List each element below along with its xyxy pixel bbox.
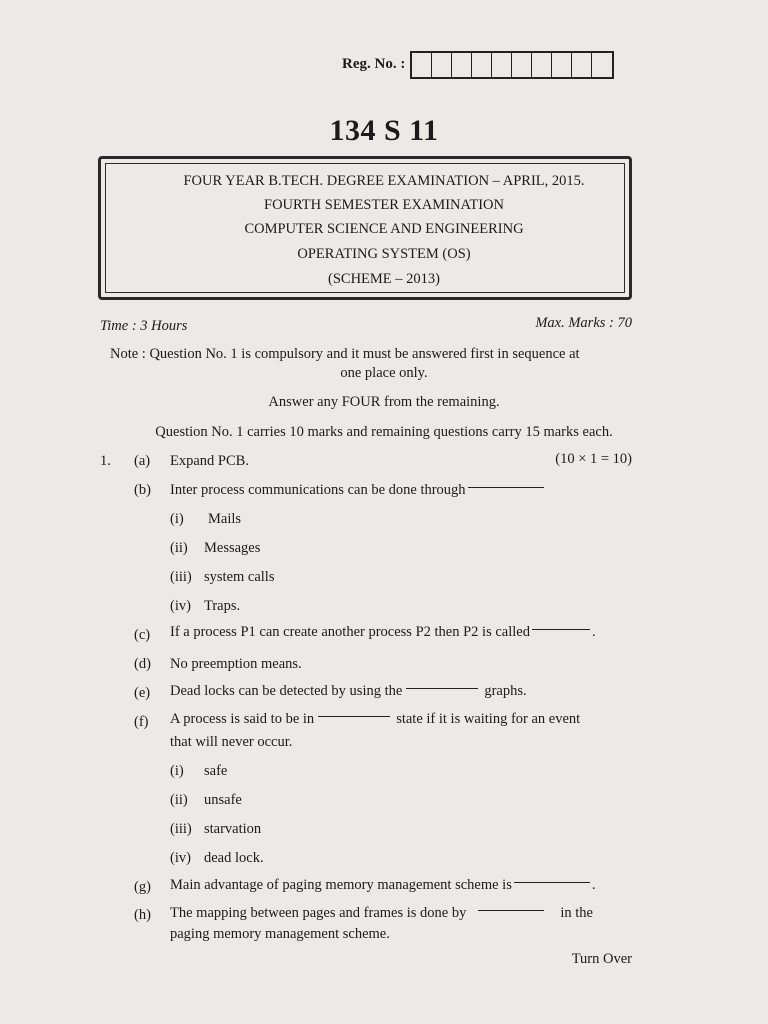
answer-blank (514, 882, 590, 883)
q1b-option-label: (iv) (170, 598, 191, 614)
paper-code: 134 S 11 (329, 114, 439, 147)
q1b-option-text: Traps. (204, 598, 241, 614)
q1e-question (170, 683, 527, 700)
q1d-text: No preemption means. (170, 656, 302, 672)
reg-digit-box[interactable] (572, 53, 592, 77)
q1g-text: Main advantage of paging memory management scheme is (170, 877, 512, 893)
answer-blank (532, 629, 590, 630)
reg-digit-box[interactable] (472, 53, 492, 77)
reg-digit-box[interactable] (452, 53, 472, 77)
reg-digit-box[interactable] (492, 53, 512, 77)
q1e-text-after: graphs. (484, 683, 527, 699)
q1f-question (170, 711, 580, 728)
semester-title: FOURTH SEMESTER EXAMINATION (264, 197, 504, 213)
q1e-text-before: Dead locks can be detected by using the (170, 683, 403, 699)
q1c-question (170, 624, 596, 641)
q1g-question (170, 877, 595, 894)
answer-blank (468, 487, 544, 488)
q1c-text: If a process P1 can create another process P2 then P2 is called (170, 624, 530, 640)
q1f-option-label: (iii) (170, 821, 192, 837)
q1f-option-label: (ii) (170, 792, 188, 808)
q1f-option-text: starvation (204, 821, 262, 837)
q1b-question (170, 482, 546, 499)
q1b-option-label: (ii) (170, 540, 188, 556)
q1b-text: Inter process communications can be done through (170, 482, 466, 498)
reg-digit-box[interactable] (512, 53, 532, 77)
q1c-end: . (591, 624, 596, 640)
q1f-option-text: safe (204, 763, 228, 779)
reg-digit-box[interactable] (592, 53, 612, 77)
reg-no-boxes[interactable] (410, 51, 614, 79)
q1b-label: (b) (134, 482, 151, 498)
max-marks: Max. Marks : 70 (535, 315, 632, 331)
answer-instruction: Answer any FOUR from the remaining. (268, 394, 500, 410)
answer-blank (406, 688, 478, 689)
q1g-end: . (591, 877, 596, 893)
q1f-option-text: dead lock. (204, 850, 264, 866)
department-title: COMPUTER SCIENCE AND ENGINEERING (244, 221, 524, 237)
reg-digit-box[interactable] (432, 53, 452, 77)
q1b-option-label: (i) (170, 511, 184, 527)
q1b-option-text: Messages (204, 540, 261, 556)
q1f-option-label: (i) (170, 763, 184, 779)
question-marks: (10 × 1 = 10) (555, 451, 632, 467)
reg-digit-box[interactable] (412, 53, 432, 77)
q1h-text-line2: paging memory management scheme. (170, 926, 390, 942)
q1f-option-label: (iv) (170, 850, 191, 866)
q1f-text-before: A process is said to be in (170, 711, 315, 727)
q1d-label: (d) (134, 656, 151, 672)
reg-digit-box[interactable] (532, 53, 552, 77)
note-line-2: one place only. (340, 365, 428, 381)
q1h-text-after: in the (560, 905, 593, 921)
q1f-label: (f) (134, 714, 149, 730)
note-line-1: Note : Question No. 1 is compulsory and it must be answered first in sequence at (110, 346, 580, 362)
q1e-label: (e) (134, 685, 151, 701)
q1b-option-label: (iii) (170, 569, 192, 585)
reg-digit-box[interactable] (552, 53, 572, 77)
q1g-label: (g) (134, 879, 151, 895)
turn-over-label: Turn Over (571, 951, 632, 967)
reg-no-label: Reg. No. : (342, 56, 406, 72)
exam-title: FOUR YEAR B.TECH. DEGREE EXAMINATION – APRIL, 2015. (183, 173, 585, 189)
answer-blank (318, 716, 390, 717)
q1f-option-text: unsafe (204, 792, 242, 808)
q1a-text: Expand PCB. (170, 453, 249, 469)
q1h-label: (h) (134, 907, 151, 923)
q1h-text-before: The mapping between pages and frames is done by (170, 905, 467, 921)
question-number: 1. (100, 453, 111, 469)
q1f-text-line2: that will never occur. (170, 734, 293, 750)
q1f-text-after: state if it is waiting for an event (396, 711, 581, 727)
subject-title: OPERATING SYSTEM (OS) (297, 246, 471, 262)
marks-instruction: Question No. 1 carries 10 marks and remaining questions carry 15 marks each. (155, 424, 613, 440)
q1h-question (170, 905, 593, 922)
q1a-label: (a) (134, 453, 151, 469)
q1b-option-text: system calls (204, 569, 275, 585)
scheme-title: (SCHEME – 2013) (328, 271, 440, 287)
q1b-option-text: Mails (208, 511, 242, 527)
q1c-label: (c) (134, 627, 151, 643)
answer-blank (478, 910, 544, 911)
time-allowed: Time : 3 Hours (100, 318, 188, 334)
